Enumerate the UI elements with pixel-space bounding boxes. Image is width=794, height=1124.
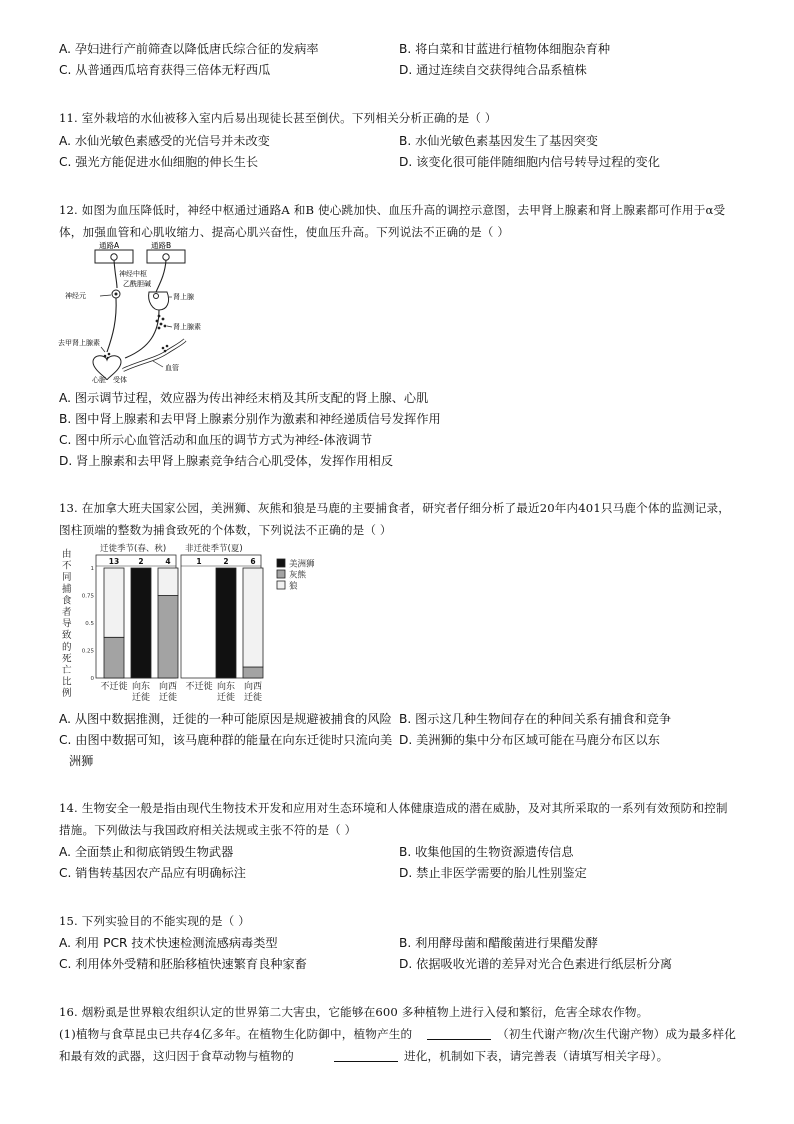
q12-option-a[interactable]: A. 图示调节过程，效应器为传出神经末梢及其所支配的肾上腺、心肌	[59, 391, 429, 405]
acetylcholine-label: 乙酰胆碱	[123, 280, 151, 288]
q12-option-d[interactable]: D. 肾上腺素和去甲肾上腺素竞争结合心肌受体，发挥作用相反	[59, 454, 394, 468]
legend-label: 狼	[289, 581, 298, 592]
legend-label: 灰熊	[289, 570, 307, 581]
bar-count-label: 2	[138, 557, 144, 566]
x-tick-label: 迁徙	[158, 693, 178, 703]
q13-option-c-line2[interactable]: 洲狮	[69, 754, 94, 768]
x-tick-label: 迁徙	[243, 693, 263, 703]
bar-count-label: 4	[165, 557, 171, 566]
q12-option-b[interactable]: B. 图中肾上腺素和去甲肾上腺素分别作为激素和神经递质信号发挥作用	[59, 412, 441, 426]
epinephrine-label: 肾上腺素	[173, 323, 201, 331]
y-axis-label-char: 不	[62, 560, 72, 572]
x-tick-label: 不迁徙	[185, 682, 213, 692]
adrenal-gland-label: 肾上腺	[173, 293, 194, 301]
q11-option-d[interactable]: D. 该变化很可能伴随细胞内信号转导过程的变化	[399, 155, 660, 169]
pathway-a-label: 通路A	[99, 241, 120, 250]
q11-option-c[interactable]: C. 强光方能促进水仙细胞的伸长生长	[59, 155, 259, 169]
q13-stem-line1: 13. 在加拿大班夫国家公园，美洲狮、灰熊和狼是马鹿的主要捕食者，研究者仔细分析了最近20年内401只马鹿个体的监测记录，	[59, 501, 731, 515]
norepinephrine-label: 去甲肾上腺素	[58, 339, 100, 347]
y-tick-label: 1	[90, 566, 94, 572]
q13-stem-line2: 图柱顶端的整数为捕食致死的个体数，下列说法不正确的是（ ）	[59, 523, 392, 537]
q14-option-c[interactable]: C. 销售转基因农产品应有明确标注	[59, 866, 246, 880]
bar-count-label: 13	[108, 557, 120, 566]
q12-stem-line2: 体，加强血管和心肌收缩力、提高心肌兴奋性，使血压升高。下列说法不正确的是（ ）	[59, 225, 510, 239]
q11-option-b[interactable]: B. 水仙光敏色素基因发生了基因突变	[399, 134, 598, 148]
q15-option-a[interactable]: A. 利用 PCR 技术快速检测流感病毒类型	[59, 936, 278, 950]
q14-stem-line2: 措施。下列做法与我国政府相关法规或主张不符的是（ ）	[59, 823, 357, 837]
bar-segment	[158, 596, 178, 679]
q10-option-a[interactable]: A. 孕妇进行产前筛查以降低唐氏综合征的发病率	[59, 42, 319, 56]
q14-option-d[interactable]: D. 禁止非医学需要的胎儿性别鉴定	[399, 866, 587, 880]
bar-segment	[131, 568, 151, 678]
y-tick-label: 0	[90, 676, 94, 682]
q15-option-c[interactable]: C. 利用体外受精和胚胎移植快速繁育良种家畜	[59, 957, 307, 971]
x-tick-label: 向东	[131, 682, 151, 692]
y-axis-label-char: 者	[62, 607, 72, 618]
bar-count-label: 6	[250, 557, 256, 566]
x-tick-label: 向西	[158, 682, 178, 692]
q16-blank-1[interactable]	[427, 1039, 491, 1040]
y-axis-label-char: 同	[62, 572, 72, 584]
y-axis-label-char: 致	[62, 630, 72, 642]
q10-option-c[interactable]: C. 从普通西瓜培育获得三倍体无籽西瓜	[59, 63, 271, 77]
q16-line2-part1: 和最有效的武器，这归因于食草动物与植物的	[59, 1049, 294, 1063]
neuron-label: 神经元	[65, 292, 86, 300]
bar-segment	[243, 568, 263, 667]
bar-segment	[216, 568, 236, 678]
y-axis-label-char: 食	[62, 595, 72, 607]
legend-swatch	[277, 581, 285, 589]
q13-option-b[interactable]: B. 图示这几种生物间存在的种间关系有捕食和竞争	[399, 712, 672, 726]
q12-option-c[interactable]: C. 图中所示心血管活动和血压的调节方式为神经-体液调节	[59, 433, 373, 447]
bar-segment	[104, 568, 124, 637]
legend-label: 美洲狮	[289, 559, 315, 570]
q10-option-b[interactable]: B. 将白菜和甘蓝进行植物体细胞杂育种	[399, 42, 611, 56]
x-tick-label: 迁徙	[131, 693, 151, 703]
q13-option-a[interactable]: A. 从图中数据推测，迁徙的一种可能原因是规避被捕食的风险	[59, 712, 392, 726]
q11-stem: 11. 室外栽培的水仙被移入室内后易出现徒长甚至倒伏。下列相关分析正确的是（ ）	[59, 111, 497, 125]
y-axis-label-char: 例	[62, 688, 72, 700]
x-tick-label: 向西	[243, 682, 263, 692]
legend-swatch	[277, 559, 285, 567]
predation-mortality-chart	[56, 540, 356, 710]
y-tick-label: 0.75	[81, 593, 94, 600]
q16-line1-part2: （初生代谢产物/次生代谢产物）成为最多样化	[497, 1027, 736, 1041]
q11-option-a[interactable]: A. 水仙光敏色素感受的光信号并未改变	[59, 134, 270, 148]
x-tick-label: 迁徙	[216, 693, 236, 703]
q14-option-a[interactable]: A. 全面禁止和彻底销毁生物武器	[59, 845, 234, 859]
q16-line1-part1: (1)植物与食草昆虫已共存4亿多年。在植物生化防御中，植物产生的	[59, 1027, 413, 1041]
q16-stem: 16. 烟粉虱是世界粮农组织认定的世界第二大害虫，它能够在600 多种植物上进行入侵和繁衍，危害全球农作物。	[59, 1005, 649, 1019]
x-tick-label: 向东	[216, 682, 236, 692]
q16-line2-part2: 进化，机制如下表，请完善表（请填写相关字母）。	[404, 1049, 669, 1063]
y-tick-label: 0.25	[81, 648, 94, 655]
q16-blank-2[interactable]	[334, 1061, 398, 1062]
x-tick-label: 不迁徙	[100, 682, 128, 692]
panel-title: 非迁徙季节(夏)	[185, 544, 243, 554]
q15-option-d[interactable]: D. 依据吸收光谱的差异对光合色素进行纸层析分离	[399, 957, 673, 971]
q14-stem-line1: 14. 生物安全一般是指由现代生物技术开发和应用对生态环境和人体健康造成的潜在威胁，及对其所采取的一系列有效预防和控制	[59, 801, 728, 815]
y-axis-label-char: 的	[62, 641, 72, 653]
q13-option-c-line1[interactable]: C. 由图中数据可知，该马鹿种群的能量在向东迁徙时只流向美	[59, 733, 393, 747]
blood-pressure-regulation-diagram	[55, 240, 255, 386]
legend-swatch	[277, 570, 285, 578]
panel-title: 迁徙季节(春、秋)	[100, 544, 167, 554]
y-axis-label-char: 捕	[62, 583, 72, 595]
q13-option-d[interactable]: D. 美洲狮的集中分布区域可能在马鹿分布区以东	[399, 733, 660, 747]
bar-count-label: 1	[196, 557, 202, 566]
q12-stem-line1: 12. 如图为血压降低时，神经中枢通过通路A 和B 使心跳加快、血压升高的调控示意图，去甲肾上腺素和肾上腺素都可作用于α受	[59, 203, 726, 217]
y-axis-label-char: 由	[62, 549, 72, 560]
y-axis-label-char: 导	[62, 618, 72, 630]
q15-stem: 15. 下列实验目的不能实现的是（ ）	[59, 914, 250, 928]
neural-center-label: 神经中枢	[119, 270, 147, 278]
bar-count-label: 2	[223, 557, 229, 566]
heart-label: 心脏	[92, 376, 106, 384]
receptor-label: 受体	[113, 376, 127, 384]
q15-option-b[interactable]: B. 利用酵母菌和醋酸菌进行果醋发酵	[399, 936, 598, 950]
y-tick-label: 0.5	[85, 621, 94, 627]
bar-segment	[243, 667, 263, 678]
q14-option-b[interactable]: B. 收集他国的生物资源遗传信息	[399, 845, 574, 859]
vessel-label: 血管	[165, 364, 179, 372]
y-axis-label-char: 比	[62, 676, 72, 688]
y-axis-label-char: 死	[62, 653, 72, 665]
y-axis-label-char: 亡	[62, 665, 72, 676]
q10-option-d[interactable]: D. 通过连续自交获得纯合品系植株	[399, 63, 587, 77]
pathway-b-label: 通路B	[151, 241, 172, 250]
bar-segment	[158, 568, 178, 596]
bar-segment	[104, 637, 124, 678]
